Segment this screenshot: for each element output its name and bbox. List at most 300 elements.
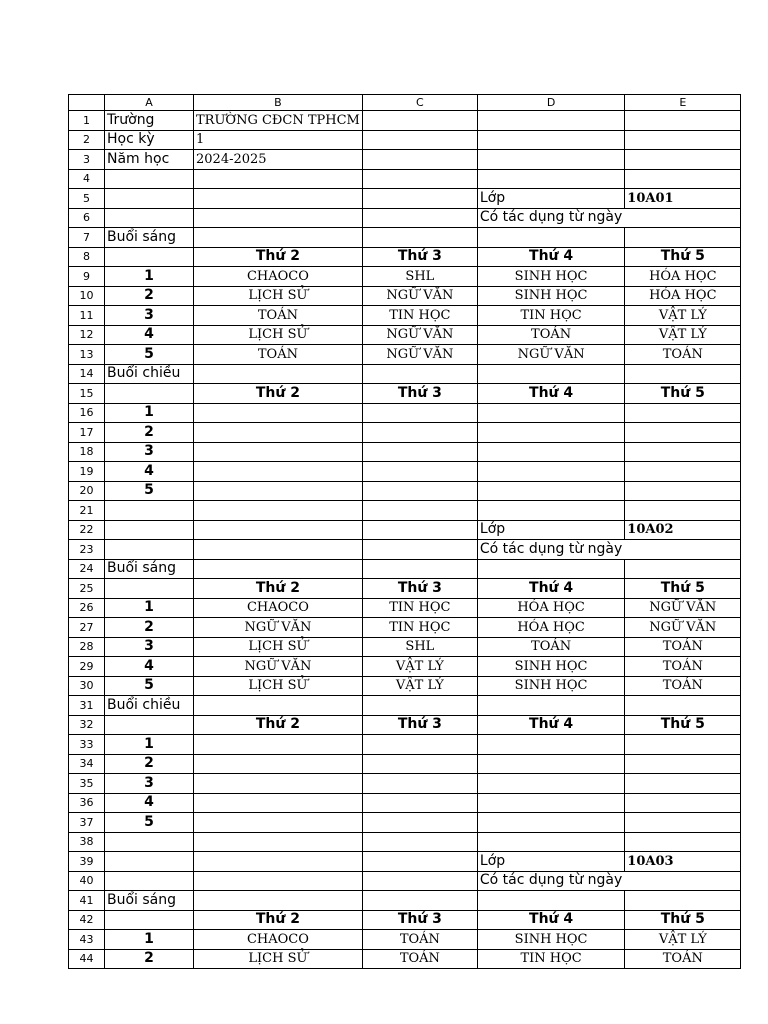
cell-c44[interactable]: TOÁN [362,949,477,969]
cell-e22[interactable]: 10A02 [625,520,741,540]
row-header-40[interactable]: 40 [69,871,105,891]
cell-b12[interactable]: LỊCH SỬ [194,325,363,345]
cell-e40[interactable] [625,871,741,891]
cell-c30[interactable]: VẬT LÝ [362,676,477,696]
cell-c28[interactable]: SHL [362,637,477,657]
sheet-row-38 [69,832,741,852]
cell-b33[interactable] [194,735,363,755]
cell-e27[interactable]: NGỮ VĂN [625,618,741,638]
cell-b2[interactable]: 1 [194,130,363,150]
cell-b42[interactable]: Thứ 2 [194,910,363,930]
cell-e37[interactable] [625,813,741,833]
effective-date-label: Có tác dụng từ ngày [479,209,623,226]
cell-e16[interactable] [625,403,741,423]
sheet-row-11 [69,306,741,326]
cell-c23[interactable] [362,540,477,560]
cell-e41[interactable] [625,891,741,911]
cell-a16[interactable]: 1 [105,403,194,423]
sheet-row-10 [69,286,741,306]
cell-e36[interactable] [625,793,741,813]
row-header-17[interactable]: 17 [69,423,105,443]
cell-a22[interactable] [105,520,194,540]
row-header-37[interactable]: 37 [69,813,105,833]
cell-d25[interactable]: Thứ 4 [477,579,624,599]
cell-a14[interactable]: Buổi chiều [105,364,194,384]
sheet-row-35 [69,774,741,794]
cell-b32[interactable]: Thứ 2 [194,715,363,735]
cell-a24[interactable]: Buổi sáng [105,559,194,579]
row-header-32[interactable]: 32 [69,715,105,735]
cell-c7[interactable] [362,228,477,248]
cell-e14[interactable] [625,364,741,384]
cell-b23[interactable] [194,540,363,560]
sheet-row-17 [69,423,741,443]
cell-b22[interactable] [194,520,363,540]
cell-e7[interactable] [625,228,741,248]
cell-b17[interactable] [194,423,363,443]
cell-b39[interactable] [194,852,363,872]
cell-e29[interactable]: TOÁN [625,657,741,677]
cell-e42[interactable]: Thứ 5 [625,910,741,930]
cell-d29[interactable]: SINH HỌC [477,657,624,677]
row-header-18[interactable]: 18 [69,442,105,462]
row-header-43[interactable]: 43 [69,930,105,950]
cell-c35[interactable] [362,774,477,794]
cell-d22[interactable]: Lớp [477,520,624,540]
cell-c14[interactable] [362,364,477,384]
cell-d12[interactable]: TOÁN [477,325,624,345]
cell-c24[interactable] [362,559,477,579]
cell-e18[interactable] [625,442,741,462]
cell-b19[interactable] [194,462,363,482]
cell-b40[interactable] [194,871,363,891]
cell-c17[interactable] [362,423,477,443]
row-header-44[interactable]: 44 [69,949,105,969]
cell-e43[interactable]: VẬT LÝ [625,930,741,950]
cell-a23[interactable] [105,540,194,560]
sheet-row-28 [69,637,741,657]
cell-e28[interactable]: TOÁN [625,637,741,657]
cell-b3[interactable]: 2024-2025 [194,150,363,170]
cell-d15[interactable]: Thứ 4 [477,384,624,404]
column-header-c[interactable]: C [362,95,477,111]
row-header-42[interactable]: 42 [69,910,105,930]
cell-d36[interactable] [477,793,624,813]
cell-d30[interactable]: SINH HỌC [477,676,624,696]
cell-b14[interactable] [194,364,363,384]
row-header-26[interactable]: 26 [69,598,105,618]
cell-c12[interactable]: NGỮ VĂN [362,325,477,345]
cell-d1[interactable] [477,111,624,131]
row-header-35[interactable]: 35 [69,774,105,794]
cell-b28[interactable]: LỊCH SỬ [194,637,363,657]
cell-a29[interactable]: 4 [105,657,194,677]
cell-d5[interactable]: Lớp [477,189,624,209]
cell-a19[interactable]: 4 [105,462,194,482]
cell-a11[interactable]: 3 [105,306,194,326]
sheet-row-27 [69,618,741,638]
cell-c32[interactable]: Thứ 3 [362,715,477,735]
cell-b9[interactable]: CHAOCO [194,267,363,287]
cell-a36[interactable]: 4 [105,793,194,813]
cell-d24[interactable] [477,559,624,579]
sheet-row-20 [69,481,741,501]
row-header-13[interactable]: 13 [69,345,105,365]
cell-b4[interactable] [194,169,363,189]
cell-a35[interactable]: 3 [105,774,194,794]
cell-c18[interactable] [362,442,477,462]
cell-d40[interactable] [477,871,624,891]
cell-d26[interactable]: HÓA HỌC [477,598,624,618]
cell-e10[interactable]: HÓA HỌC [625,286,741,306]
cell-a7[interactable]: Buổi sáng [105,228,194,248]
row-header-5[interactable]: 5 [69,189,105,209]
cell-e8[interactable]: Thứ 5 [625,247,741,267]
row-header-30[interactable]: 30 [69,676,105,696]
column-header-e[interactable]: E [625,95,741,111]
cell-b30[interactable]: LỊCH SỬ [194,676,363,696]
cell-b35[interactable] [194,774,363,794]
cell-e12[interactable]: VẬT LÝ [625,325,741,345]
cell-d11[interactable]: TIN HỌC [477,306,624,326]
cell-c41[interactable] [362,891,477,911]
cell-d18[interactable] [477,442,624,462]
sheet-row-42 [69,910,741,930]
cell-d17[interactable] [477,423,624,443]
row-header-20[interactable]: 20 [69,481,105,501]
cell-b18[interactable] [194,442,363,462]
row-header-25[interactable]: 25 [69,579,105,599]
cell-e35[interactable] [625,774,741,794]
cell-b13[interactable]: TOÁN [194,345,363,365]
cell-a43[interactable]: 1 [105,930,194,950]
row-header-12[interactable]: 12 [69,325,105,345]
cell-e20[interactable] [625,481,741,501]
row-header-19[interactable]: 19 [69,462,105,482]
cell-a28[interactable]: 3 [105,637,194,657]
cell-b20[interactable] [194,481,363,501]
cell-b21[interactable] [194,501,363,521]
cell-d23[interactable] [477,540,624,560]
cell-b34[interactable] [194,754,363,774]
cell-b24[interactable] [194,559,363,579]
cell-d27[interactable]: HÓA HỌC [477,618,624,638]
row-header-22[interactable]: 22 [69,520,105,540]
cell-c31[interactable] [362,696,477,716]
cell-b1[interactable]: TRƯỜNG CĐCN TPHCM [194,111,363,131]
sheet-row-4 [69,169,741,189]
cell-a32[interactable] [105,715,194,735]
cell-a15[interactable] [105,384,194,404]
cell-e34[interactable] [625,754,741,774]
cell-c33[interactable] [362,735,477,755]
cell-d33[interactable] [477,735,624,755]
cell-e9[interactable]: HÓA HỌC [625,267,741,287]
cell-c8[interactable]: Thứ 3 [362,247,477,267]
cell-e5[interactable]: 10A01 [625,189,741,209]
sheet-row-3 [69,150,741,170]
cell-c38[interactable] [362,832,477,852]
cell-e17[interactable] [625,423,741,443]
cell-e15[interactable]: Thứ 5 [625,384,741,404]
cell-c40[interactable] [362,871,477,891]
row-header-8[interactable]: 8 [69,247,105,267]
cell-a13[interactable]: 5 [105,345,194,365]
row-header-23[interactable]: 23 [69,540,105,560]
cell-a44[interactable]: 2 [105,949,194,969]
cell-c13[interactable]: NGỮ VĂN [362,345,477,365]
row-header-34[interactable]: 34 [69,754,105,774]
cell-c9[interactable]: SHL [362,267,477,287]
row-header-3[interactable]: 3 [69,150,105,170]
cell-b25[interactable]: Thứ 2 [194,579,363,599]
effective-date-label: Có tác dụng từ ngày [479,872,623,889]
cell-e2[interactable] [625,130,741,150]
cell-c29[interactable]: VẬT LÝ [362,657,477,677]
cell-b26[interactable]: CHAOCO [194,598,363,618]
cell-d16[interactable] [477,403,624,423]
cell-b37[interactable] [194,813,363,833]
cell-d41[interactable] [477,891,624,911]
cell-c27[interactable]: TIN HỌC [362,618,477,638]
cell-c25[interactable]: Thứ 3 [362,579,477,599]
cell-b16[interactable] [194,403,363,423]
cell-e39[interactable]: 10A03 [625,852,741,872]
cell-e31[interactable] [625,696,741,716]
column-header-d[interactable]: D [477,95,624,111]
column-header-row [69,95,741,111]
sheet-row-7 [69,228,741,248]
select-all-corner[interactable] [69,95,105,111]
cell-e21[interactable] [625,501,741,521]
row-header-21[interactable]: 21 [69,501,105,521]
row-header-29[interactable]: 29 [69,657,105,677]
cell-a37[interactable]: 5 [105,813,194,833]
cell-b7[interactable] [194,228,363,248]
cell-b41[interactable] [194,891,363,911]
cell-d4[interactable] [477,169,624,189]
cell-c36[interactable] [362,793,477,813]
sheet-row-15 [69,384,741,404]
cell-c6[interactable] [362,208,477,228]
cell-c15[interactable]: Thứ 3 [362,384,477,404]
row-header-2[interactable]: 2 [69,130,105,150]
cell-c39[interactable] [362,852,477,872]
cell-e11[interactable]: VẬT LÝ [625,306,741,326]
cell-c22[interactable] [362,520,477,540]
cell-c4[interactable] [362,169,477,189]
cell-b27[interactable]: NGỮ VĂN [194,618,363,638]
cell-d10[interactable]: SINH HỌC [477,286,624,306]
cell-a4[interactable] [105,169,194,189]
sheet-row-22 [69,520,741,540]
cell-d44[interactable]: TIN HỌC [477,949,624,969]
row-header-41[interactable]: 41 [69,891,105,911]
cell-d43[interactable]: SINH HỌC [477,930,624,950]
cell-d37[interactable] [477,813,624,833]
sheet-row-13 [69,345,741,365]
cell-d3[interactable] [477,150,624,170]
sheet-row-12 [69,325,741,345]
cell-e38[interactable] [625,832,741,852]
column-header-b[interactable]: B [194,95,363,111]
cell-c42[interactable]: Thứ 3 [362,910,477,930]
cell-e3[interactable] [625,150,741,170]
cell-a1[interactable]: Trường [105,111,194,131]
cell-a2[interactable]: Học kỳ [105,130,194,150]
cell-a31[interactable]: Buổi chiều [105,696,194,716]
cell-a18[interactable]: 3 [105,442,194,462]
cell-e33[interactable] [625,735,741,755]
row-header-14[interactable]: 14 [69,364,105,384]
row-header-28[interactable]: 28 [69,637,105,657]
cell-c10[interactable]: NGỮ VĂN [362,286,477,306]
cell-a41[interactable]: Buổi sáng [105,891,194,911]
cell-c11[interactable]: TIN HỌC [362,306,477,326]
row-header-33[interactable]: 33 [69,735,105,755]
row-header-7[interactable]: 7 [69,228,105,248]
cell-d28[interactable]: TOÁN [477,637,624,657]
cell-a42[interactable] [105,910,194,930]
cell-a5[interactable] [105,189,194,209]
cell-b6[interactable] [194,208,363,228]
sheet-row-29 [69,657,741,677]
cell-a6[interactable] [105,208,194,228]
cell-c5[interactable] [362,189,477,209]
sheet-row-8 [69,247,741,267]
cell-b10[interactable]: LỊCH SỬ [194,286,363,306]
cell-a12[interactable]: 4 [105,325,194,345]
effective-date-label: Có tác dụng từ ngày [479,540,623,557]
row-header-16[interactable]: 16 [69,403,105,423]
sheet-row-6 [69,208,741,228]
cell-e30[interactable]: TOÁN [625,676,741,696]
cell-d9[interactable]: SINH HỌC [477,267,624,287]
cell-d6[interactable] [477,208,624,228]
cell-a30[interactable]: 5 [105,676,194,696]
cell-c34[interactable] [362,754,477,774]
sheet-row-25 [69,579,741,599]
cell-e13[interactable]: TOÁN [625,345,741,365]
row-header-36[interactable]: 36 [69,793,105,813]
cell-d13[interactable]: NGỮ VĂN [477,345,624,365]
sheet-row-41 [69,891,741,911]
cell-c20[interactable] [362,481,477,501]
cell-e24[interactable] [625,559,741,579]
cell-a26[interactable]: 1 [105,598,194,618]
cell-e19[interactable] [625,462,741,482]
row-header-6[interactable]: 6 [69,208,105,228]
cell-e1[interactable] [625,111,741,131]
cell-b8[interactable]: Thứ 2 [194,247,363,267]
cell-d19[interactable] [477,462,624,482]
cell-d32[interactable]: Thứ 4 [477,715,624,735]
cell-d21[interactable] [477,501,624,521]
cell-d34[interactable] [477,754,624,774]
cell-b31[interactable] [194,696,363,716]
cell-c2[interactable] [362,130,477,150]
cell-a33[interactable]: 1 [105,735,194,755]
cell-a10[interactable]: 2 [105,286,194,306]
cell-e6[interactable] [625,208,741,228]
sheet-row-18 [69,442,741,462]
cell-c37[interactable] [362,813,477,833]
sheet-row-39 [69,852,741,872]
cell-d38[interactable] [477,832,624,852]
cell-e23[interactable] [625,540,741,560]
cell-d35[interactable] [477,774,624,794]
cell-b43[interactable]: CHAOCO [194,930,363,950]
cell-a39[interactable] [105,852,194,872]
cell-e44[interactable]: TOÁN [625,949,741,969]
row-header-4[interactable]: 4 [69,169,105,189]
cell-a25[interactable] [105,579,194,599]
cell-d31[interactable] [477,696,624,716]
row-header-39[interactable]: 39 [69,852,105,872]
cell-a40[interactable] [105,871,194,891]
cell-d42[interactable]: Thứ 4 [477,910,624,930]
sheet-row-30 [69,676,741,696]
cell-b44[interactable]: LỊCH SỬ [194,949,363,969]
cell-a17[interactable]: 2 [105,423,194,443]
cell-d39[interactable]: Lớp [477,852,624,872]
cell-a27[interactable]: 2 [105,618,194,638]
cell-a20[interactable]: 5 [105,481,194,501]
cell-c1[interactable] [362,111,477,131]
cell-b11[interactable]: TOÁN [194,306,363,326]
cell-b29[interactable]: NGỮ VĂN [194,657,363,677]
row-header-24[interactable]: 24 [69,559,105,579]
cell-a9[interactable]: 1 [105,267,194,287]
column-header-a[interactable]: A [105,95,194,111]
cell-b38[interactable] [194,832,363,852]
cell-e25[interactable]: Thứ 5 [625,579,741,599]
cell-d20[interactable] [477,481,624,501]
cell-a8[interactable] [105,247,194,267]
cell-e26[interactable]: NGỮ VĂN [625,598,741,618]
cell-e32[interactable]: Thứ 5 [625,715,741,735]
cell-d14[interactable] [477,364,624,384]
row-header-11[interactable]: 11 [69,306,105,326]
cell-a34[interactable]: 2 [105,754,194,774]
row-header-31[interactable]: 31 [69,696,105,716]
cell-d8[interactable]: Thứ 4 [477,247,624,267]
cell-d7[interactable] [477,228,624,248]
cell-b15[interactable]: Thứ 2 [194,384,363,404]
cell-b36[interactable] [194,793,363,813]
cell-a21[interactable] [105,501,194,521]
cell-e4[interactable] [625,169,741,189]
cell-b5[interactable] [194,189,363,209]
row-header-9[interactable]: 9 [69,267,105,287]
cell-d2[interactable] [477,130,624,150]
cell-c19[interactable] [362,462,477,482]
row-header-10[interactable]: 10 [69,286,105,306]
cell-c3[interactable] [362,150,477,170]
cell-c16[interactable] [362,403,477,423]
row-header-1[interactable]: 1 [69,111,105,131]
sheet-row-1 [69,111,741,131]
cell-c26[interactable]: TIN HỌC [362,598,477,618]
cell-a38[interactable] [105,832,194,852]
row-header-27[interactable]: 27 [69,618,105,638]
cell-c21[interactable] [362,501,477,521]
sheet-row-36 [69,793,741,813]
cell-c43[interactable]: TOÁN [362,930,477,950]
row-header-38[interactable]: 38 [69,832,105,852]
cell-a3[interactable]: Năm học [105,150,194,170]
row-header-15[interactable]: 15 [69,384,105,404]
